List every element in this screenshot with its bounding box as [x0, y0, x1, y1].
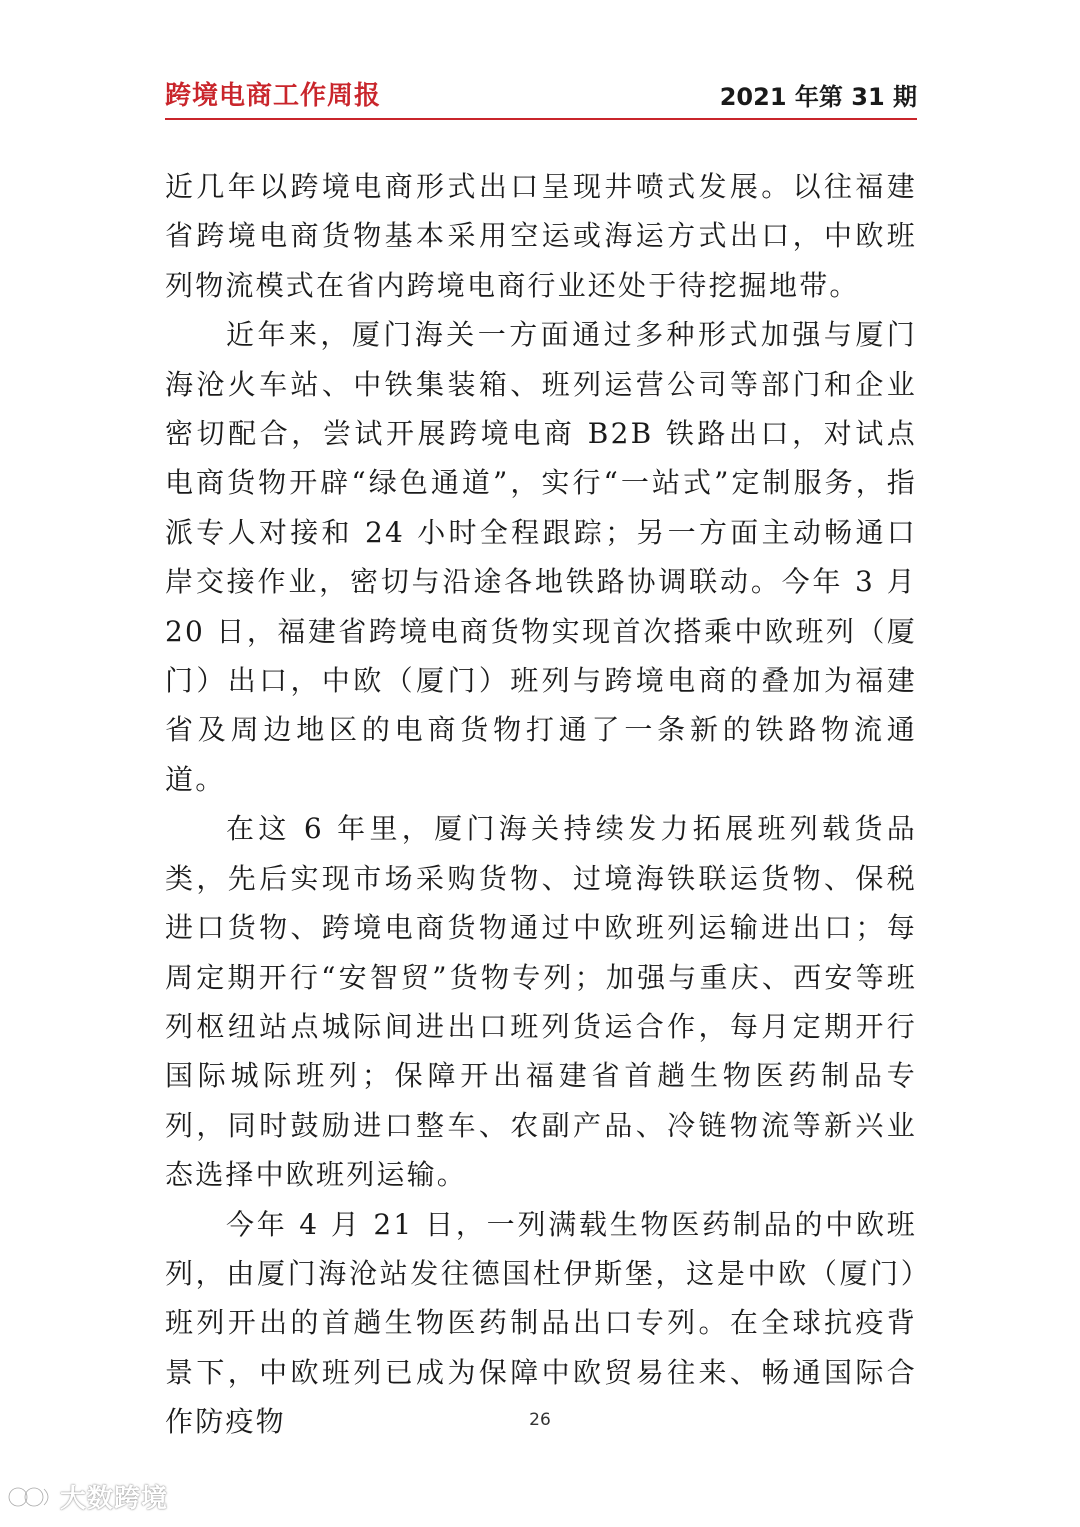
paragraph-3: 在这 6 年里，厦门海关持续发力拓展班列载货品类，先后实现市场采购货物、过境海铁联运货物、保税进口货物、跨境电商货物通过中欧班列运输进出口；每周定期开行“安智贸”货物专列；加强与重庆、西安等班列枢纽站点城际间进出口班列货运合作，每月定期开行国际城际班列；保障开出福建省首趟生物医药制品专列，同时鼓励进口整车、农副产品、冷链物流等新兴业态选择中欧班列运输。 — [165, 812, 917, 1192]
watermark — [6, 1478, 168, 1515]
page-number: 26 — [529, 1410, 551, 1430]
paragraph-4: 今年 4 月 21 日，一列满载生物医药制品的中欧班列，由厦门海沧站发往德国杜伊斯堡，这是中欧（厦门）班列开出的首趟生物医药制品出口专列。在全球抗疫背景下，中欧班列已成为保障中欧贸易往来、畅通国际合作防疫物 — [165, 1207, 917, 1439]
paragraph-1: 近几年以跨境电商形式出口呈现井喷式发展。以往福建省跨境电商货物基本采用空运或海运方式出口，中欧班列物流模式在省内跨境电商行业还处于待挖掘地带。 — [165, 170, 917, 302]
paragraph-2: 近年来，厦门海关一方面通过多种形式加强与厦门海沧火车站、中铁集装箱、班列运营公司等部门和企业密切配合，尝试开展跨境电商 B2B 铁路出口，对试点电商货物开辟“绿色通道”，实行“一站式”定制服务，指派专人对接和 24 小时全程跟踪；另一方面主动畅通口岸交接作业，密切与沿途各地铁路协调联动。今年 3 月 20 日，福建省跨境电商货物实现首次搭乘中欧班列（厦门）出口，中欧（厦门）班列与跨境电商的叠加为福建省及周边地区的电商货物打通了一条新的铁路物流通道。 — [165, 318, 917, 796]
watermark-text: 大数跨境 — [60, 1484, 169, 1514]
page-header — [165, 72, 917, 112]
issue-number: 2021 年第 31 期 — [719, 83, 917, 111]
article-body — [165, 162, 917, 1447]
publication-title: 跨境电商工作周报 — [165, 81, 382, 111]
watermark-logo-icon — [6, 1479, 54, 1515]
header-divider — [165, 118, 917, 120]
